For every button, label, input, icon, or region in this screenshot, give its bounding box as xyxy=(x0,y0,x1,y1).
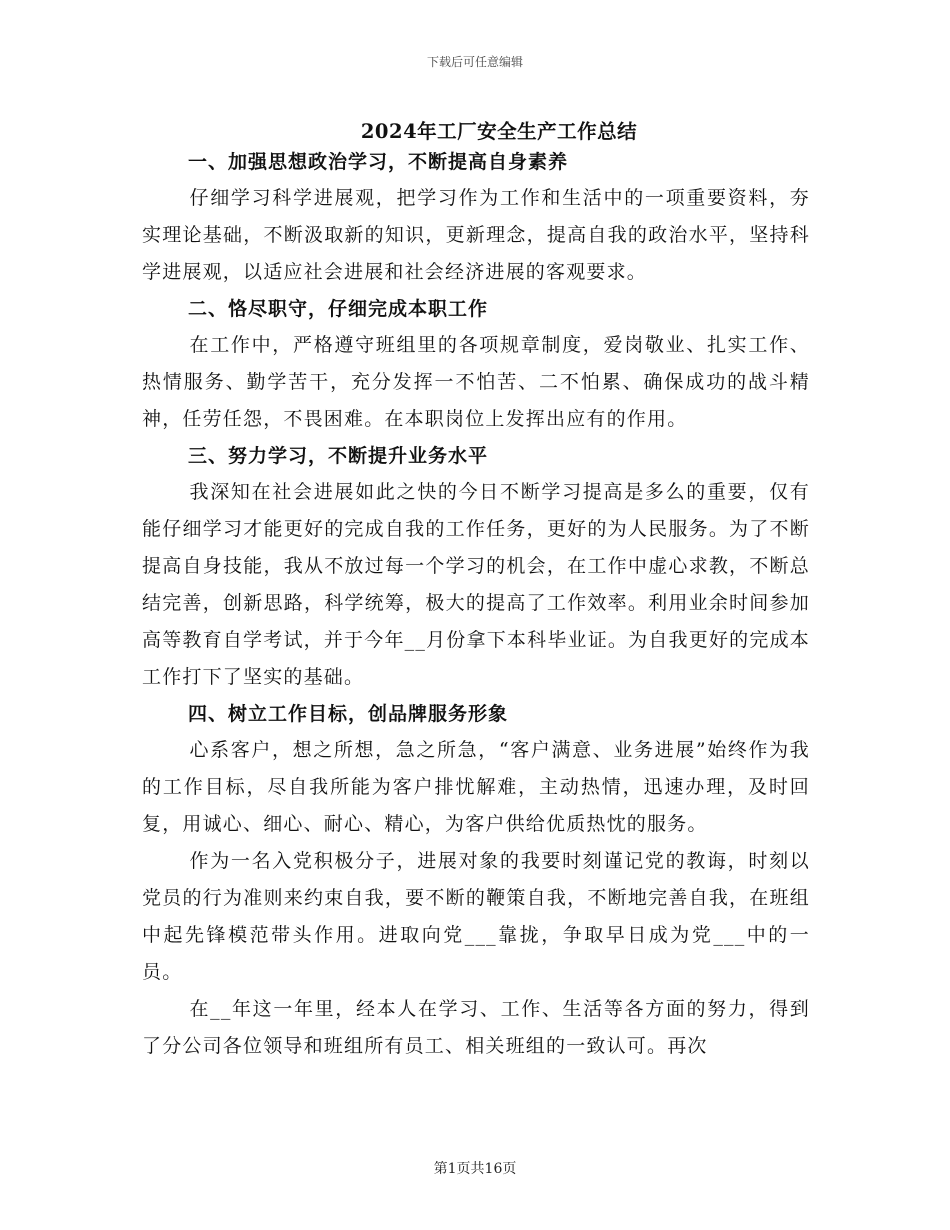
paragraph: 在__年这一年里，经本人在学习、工作、生活等各方面的努力，得到了分公司各位领导和班组所有员工、相关班组的一致认可。再次 xyxy=(142,998,810,1057)
section-heading: 四、树立工作目标，创品牌服务形象 xyxy=(188,703,509,725)
section-heading: 一、加强思想政治学习，不断提高自身素养 xyxy=(188,151,569,173)
section-4 xyxy=(142,696,810,1065)
section-1 xyxy=(142,144,810,291)
paragraph: 我深知在社会进展如此之快的今日不断学习提高是多么的重要，仅有能仔细学习才能更好的完成自我的工作任务，更好的为人民服务。为了不断提高自身技能，我从不放过每一个学习的机会，在工作中虚心求教，不断总结完善，创新思路，科学统筹，极大的提高了工作效率。利用业余时间参加高等教育自学考试，并于今年__月份拿下本科毕业证。为自我更好的完成本工作打下了坚实的基础。 xyxy=(142,481,810,688)
paragraph: 心系客户，想之所想，急之所急，“客户满意、业务进展”始终作为我的工作目标，尽自我所能为客户排忧解难，主动热情，迅速办理，及时回复，用诚心、细心、耐心、精心，为客户供给优质热忱的服务。 xyxy=(142,739,810,835)
section-3 xyxy=(142,438,810,696)
paragraph: 仔细学习科学进展观，把学习作为工作和生活中的一项重要资料，夯实理论基础，不断汲取新的知识，更新理念，提高自我的政治水平，坚持科学进展观，以适应社会进展和社会经济进展的客观要求。 xyxy=(142,187,810,283)
document-body xyxy=(142,144,810,1065)
page-number: 第1页共16页 xyxy=(433,1161,517,1177)
section-2 xyxy=(142,291,810,438)
paragraph: 作为一名入党积极分子，进展对象的我要时刻谨记党的教诲，时刻以党员的行为准则来约束自我，要不断的鞭策自我，不断地完善自我，在班组中起先锋模范带头作用。进取向党___靠拢，争取早日成为党___中的一员。 xyxy=(142,850,810,983)
section-heading: 二、恪尽职守，仔细完成本职工作 xyxy=(188,298,489,320)
section-heading: 三、努力学习，不断提升业务水平 xyxy=(188,445,489,467)
page-header-note: 下载后可任意编辑 xyxy=(426,55,523,69)
paragraph: 在工作中，严格遵守班组里的各项规章制度，爱岗敬业、扎实工作、热情服务、勤学苦干，充分发挥一不怕苦、二不怕累、确保成功的战斗精神，任劳任怨，不畏困难。在本职岗位上发挥出应有的作用。 xyxy=(142,334,810,430)
document-title: 2024年工厂安全生产工作总结 xyxy=(360,120,638,143)
